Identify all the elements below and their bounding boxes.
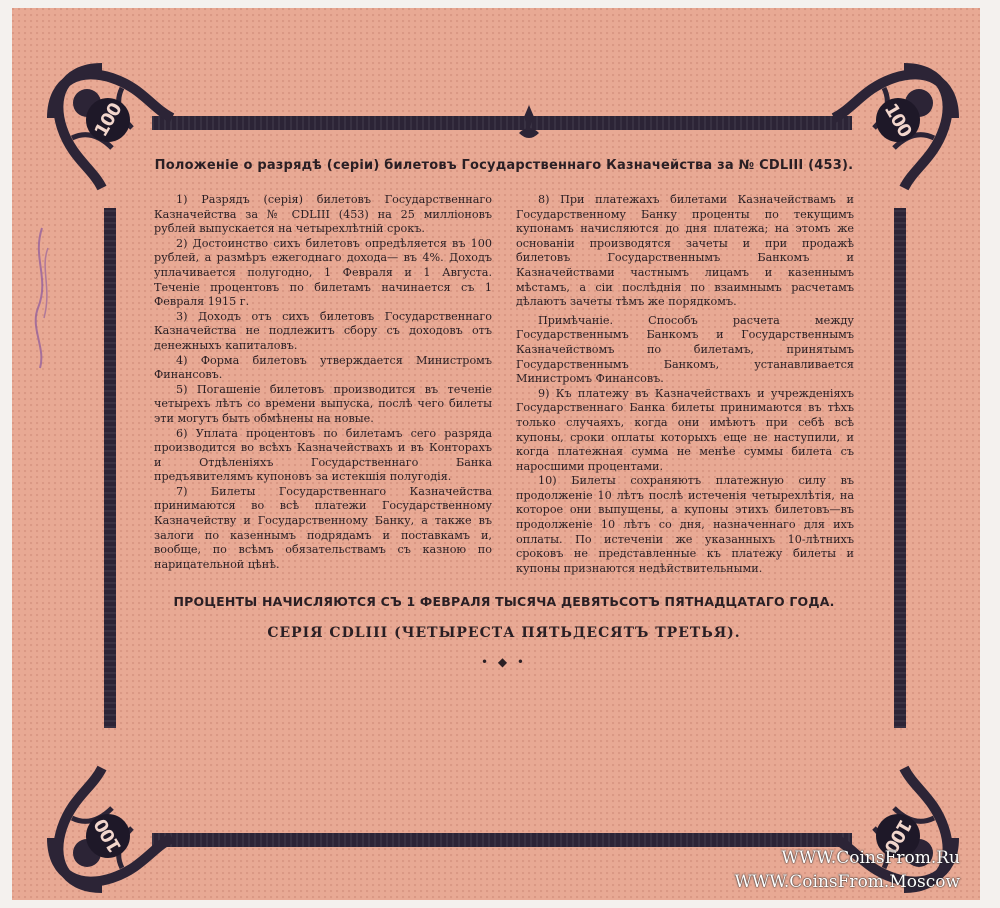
denomination-top-left: 100: [78, 90, 138, 150]
series-statement: СЕРІЯ CDLIII (ЧЕТЫРЕСТА ПЯТЬДЕСЯТЪ ТРЕТЬЯ).: [267, 625, 741, 642]
clause-1: 1) Разрядъ (серія) билетовъ Государственнаго Казначейства за № CDLIII (453) на 25 милліоновъ рублей выпускается на четырехлѣтній срокъ.: [154, 193, 492, 236]
clause-7: 7) Билеты Государственнаго Казначейства принимаются во всѣ платежи Государственному Казначейству и Государственному Банку, а также въ залоги по казеннымъ подрядамъ и поставкамъ и, вообще, по всѣмъ обязательствамъ съ казною по нарицательной цѣнѣ.: [154, 484, 492, 571]
clause-10: 10) Билеты сохраняютъ платежную силу въ продолженіе 10 лѣтъ послѣ истеченія четырехлѣтія, на которое они выпущены, а купоны этихъ билетовъ—въ продолженіе 10 лѣтъ со дня, назначеннаго для ихъ оплаты. По истеченіи же указанныхъ 10-лѣтнихъ сроковъ не представленные къ платежу билеты и купоны признаются недѣйствительными.: [516, 474, 854, 575]
frame-border-right: [894, 208, 906, 728]
clause-3: 3) Доходъ отъ сихъ билетовъ Государственнаго Казначейства не подлежитъ сбору съ доходовъ отъ денежныхъ капиталовъ.: [154, 309, 492, 352]
frame-border-bottom: [152, 833, 852, 847]
clause-8: 8) При платежахъ билетами Казначействамъ и Государственному Банку проценты по текущимъ купонамъ начисляются до дня платежа; на этомъ же основаніи производятся зачеты и при продажѣ билетовъ Государственнымъ Банкомъ и Казначействами частнымъ лицамъ и казеннымъ мѣстамъ, а сіи послѣднія по взаимнымъ расчетамъ дѣлаютъ зачеты тѣмъ же порядкомъ.: [516, 193, 854, 309]
bond-paper: [12, 8, 980, 900]
terms-heading: Положеніе о разрядѣ (серіи) билетовъ Государственнаго Казначейства за № CDLIII (453).: [154, 158, 854, 173]
clause-note: Примѣчаніе. Способъ расчета между Государственнымъ Банкомъ и Государственнымъ Казначействомъ по билетамъ, принятымъ Государственнымъ Банкомъ, устанавливается Министромъ Финансовъ.: [516, 313, 854, 386]
clause-5: 5) Погашеніе билетовъ производится въ теченіе четырехъ лѣтъ со времени выпуска, послѣ чего билеты эти могутъ быть обмѣнены на новые.: [154, 382, 492, 425]
clause-9: 9) Къ платежу въ Казначействахъ и учрежденіяхъ Государственнаго Банка билеты принимаются въ тѣхъ только случаяхъ, когда они имѣютъ при себѣ всѣ купоны, сроки оплаты которыхъ еще не наступили, и когда платежная сумма не менѣе суммы билета съ наросшими процентами.: [516, 386, 854, 473]
terms-left-column: [154, 193, 492, 576]
denomination-top-right: 100: [868, 90, 928, 150]
watermark-moscow: WWW.CoinsFrom.Moscow: [734, 872, 960, 892]
clause-6: 6) Уплата процентовъ по билетамъ сего разряда производится во всѣхъ Казначействахъ и въ Конторахъ и Отдѣленіяхъ Государственнаго Банка предъявителямъ купоновъ за истекшія полугодія.: [154, 426, 492, 484]
terms-right-column: [516, 193, 854, 576]
clause-2: 2) Достоинство сихъ билетовъ опредѣляется въ 100 рублей, а размѣръ ежегоднаго дохода— въ 4%. Доходъ уплачивается полугодно, 1 Февраля и 1 Августа. Теченіе процентовъ по билетамъ начинается съ 1 Февраля 1915 г.: [154, 236, 492, 309]
frame-border-left: [104, 208, 116, 728]
interest-statement: ПРОЦЕНТЫ НАЧИСЛЯЮТСЯ СЪ 1 ФЕВРАЛЯ ТЫСЯЧА ДЕВЯТЬСОТЪ ПЯТНАДЦАТАГО ГОДА.: [173, 594, 835, 610]
denomination-bottom-left: 100: [78, 806, 138, 866]
crown-ornament: [514, 103, 544, 143]
divider-ornament: • ◆ •: [480, 655, 527, 670]
frame-border-top: [152, 116, 852, 130]
bond-terms: [154, 156, 854, 669]
clause-4: 4) Форма билетовъ утверждается Министромъ Финансовъ.: [154, 353, 492, 382]
denomination-bottom-right: 100: [868, 806, 928, 866]
watermark-ru: WWW.CoinsFrom.Ru: [781, 848, 960, 868]
